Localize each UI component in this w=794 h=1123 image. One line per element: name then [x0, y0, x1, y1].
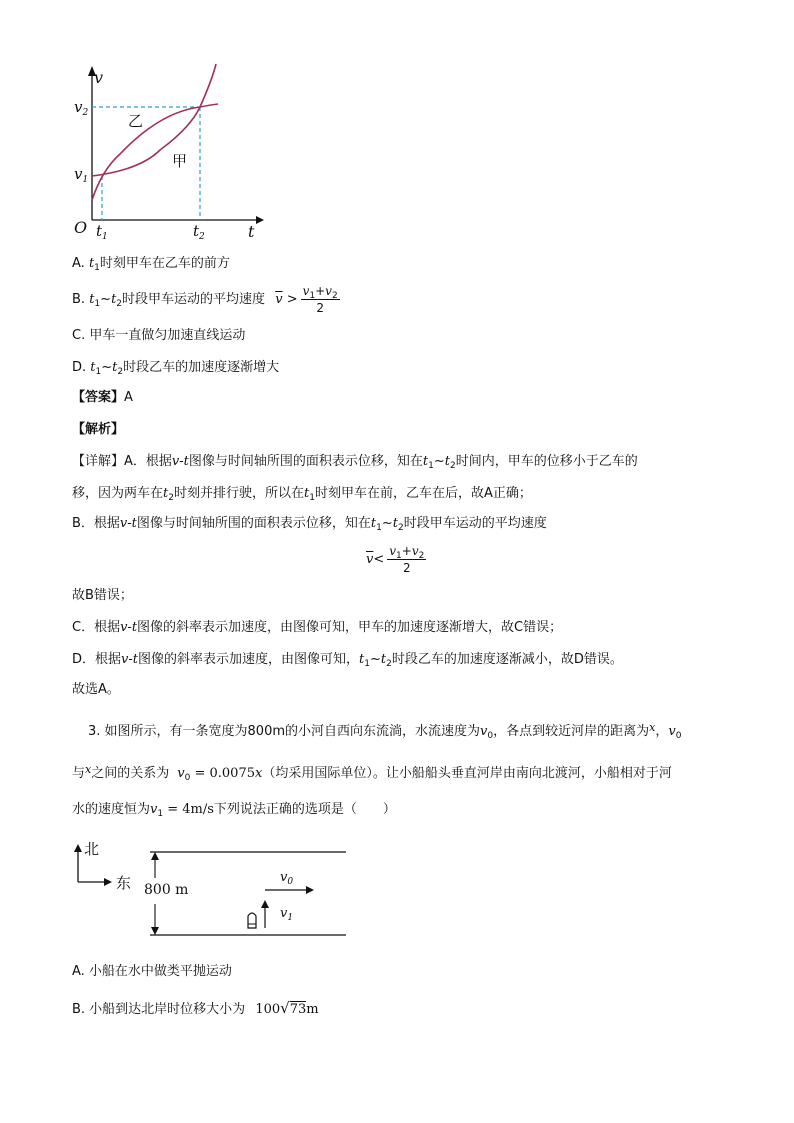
north-label: 北 [84, 840, 100, 858]
detail-line-6: D．根据v-t图像的斜率表示加速度，由图像可知，$t_1\sim t_2$时段乙车的加速度逐渐减小，故D错误。 [72, 652, 623, 669]
east-arrow-head [104, 878, 112, 886]
option-a: A. $t_1$时刻甲车在乙车的前方 [72, 256, 230, 273]
analysis-label: 【解析】 [72, 422, 125, 437]
q3-option-b: B. 小船到达北岸时位移大小为 100√73m [72, 999, 319, 1017]
v0-arrow-head [306, 886, 314, 894]
boat-icon [248, 913, 256, 928]
option-d: D. $t_1\sim t_2$时段乙车的加速度逐渐增大 [72, 360, 280, 377]
curve-yi-label: 乙 [128, 112, 144, 130]
width-dim-top-arrow [151, 852, 159, 860]
river-width-label: 800 m [144, 882, 189, 898]
t-axis-arrow [256, 216, 264, 224]
v1-label: $v_1$ [280, 906, 294, 923]
detail-line-4: 故B错误； [72, 588, 133, 603]
detail-formula-fraction: $\frac{v_1+v_2}{2}$ [389, 544, 425, 575]
answer-line: 【答案】A [72, 390, 133, 405]
t2-label: $t_2$ [193, 222, 205, 242]
east-label: 东 [116, 874, 132, 892]
t1-label: $t_1$ [96, 222, 108, 242]
option-c: C. 甲车一直做匀加速直线运动 [72, 328, 246, 343]
detail-line-2: 移，因为两车在$t_2$时刻并排行驶，所以在$t_1$时刻甲车在前，乙车在后，故A正确； [72, 486, 532, 503]
option-b: B. $t_1\sim t_2$时段甲车运动的平均速度 $\overline{v}$ > $\frac{v_1+v_2}{2}$ [72, 284, 338, 315]
detail-line-1: 【详解】A．根据v-t图像与时间轴所围的面积表示位移，知在$t_1\sim t_2$时间内，甲车的位移小于乙车的 [72, 454, 638, 471]
q3-option-a: A. 小船在水中做类平抛运动 [72, 964, 232, 979]
v0-label: $v_0$ [280, 870, 294, 887]
curve-jia-label: 甲 [172, 152, 188, 170]
v1-label: $v_1$ [74, 165, 89, 185]
detail-line-5: C．根据v-t图像的斜率表示加速度，由图像可知，甲车的加速度逐渐增大，故C错误； [72, 620, 563, 635]
curve-jia [92, 64, 216, 176]
vt-graph [60, 60, 280, 250]
option-b-fraction: $\frac{v_1+v_2}{2}$ [302, 284, 338, 315]
river-diagram [60, 840, 360, 950]
detail-line-3: B．根据v-t图像与时间轴所围的面积表示位移，知在$t_1\sim t_2$时段甲车运动的平均速度 [72, 516, 547, 533]
north-arrow-head [74, 844, 82, 852]
t-axis-label: t [248, 222, 255, 241]
v-axis-label: v [94, 68, 104, 87]
v2-label: $v_2$ [74, 98, 89, 118]
origin-label: O [74, 218, 88, 237]
v1-arrow-head [261, 900, 269, 908]
q3-line-1: 3. 如图所示，有一条宽度为800m的小河自西向东流淌，水流速度为$v_0$，各点到较近河岸的距离为$^x$，$v_0$ [88, 721, 682, 741]
q3-line-3: 水的速度恒为$v_1 = 4m/s$下列说法正确的选项是（ ） [72, 802, 396, 819]
curve-yi [92, 104, 218, 200]
width-dim-bottom-arrow [151, 927, 159, 935]
detail-line-7: 故选A。 [72, 682, 120, 697]
detail-formula: $\overline{v}<$ $\frac{v_1+v_2}{2}$ [366, 544, 425, 575]
q3-line-2: 与$^x$之间的关系为 $v_0 = 0.0075x$（均采用国际单位）。让小船船头垂直河岸由南向北渡河，小船相对于河 [72, 763, 672, 783]
